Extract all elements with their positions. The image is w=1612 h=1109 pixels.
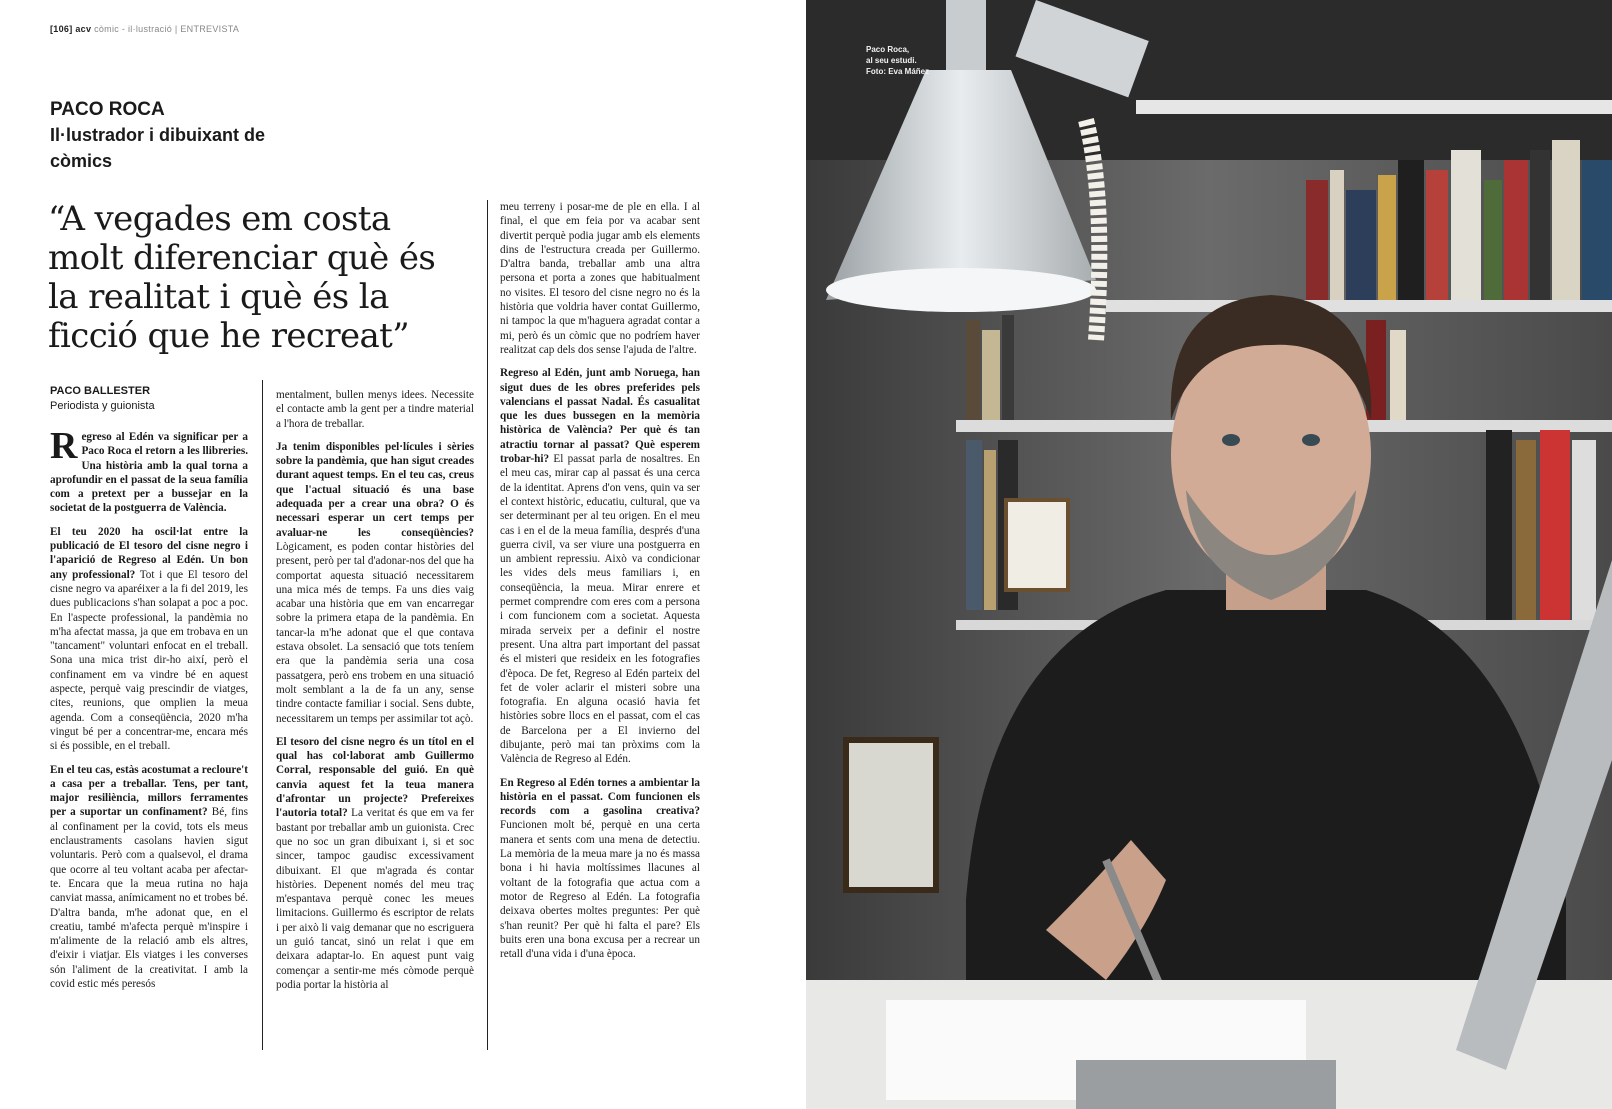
qa-1 (50, 525, 248, 754)
answer-4a: La veritat és que em va fer bastant por treballar amb un guionista. Crec que no soc un gran dibuixant i, si et soc sincer, tampoc gaudisc excessivament dibuixant. El que m'agrada és contar històries. Depenent només del meu traç m'espantava perquè conec les meues limitacions. Guillermo és escriptor de relats i per això li vaig demanar que no escriguera un guió tancat, sinó un relat i que em deixara adaptar-lo. En aquest punt vaig començar a sentir-me més còmode perquè podia portar la història al (276, 807, 474, 991)
byline (50, 384, 155, 414)
photo-caption (866, 44, 929, 77)
byline-role: Periodista y guionista (50, 400, 155, 412)
qa-2 (50, 763, 248, 992)
qa-4 (276, 735, 474, 992)
caption-line-3: Foto: Eva Máñez (866, 67, 930, 76)
intro-text: egreso al Edén va significar per a Paco Roca el retorn a les llibreries. Una història amb la qual torna a aprofundir en el passat de la seua família com a pretext per a bussejar en la societat de la postguerra de València. (50, 431, 248, 515)
answer-4-continued: meu terreny i posar-me de ple en ella. I al final, el que em feia por va acabar sent divertit perquè podia jugar amb els elements dins de l'estructura creada per Guillermo. D'altra banda, treballar amb una altra persona et porta a zones que habitualment no visites. El tesoro del cisne negro no és la història que voldria haver contat Guillermo, ni tampoc la que m'haguera agradat contar a mi, però és un còmic que no podríem haver realitzat cap dels dos sense l'ajuda de l'altre. (500, 201, 700, 356)
answer-2a: Bé, fins al confinament per la covid, tots els meus enclaustraments casolans havien sigut voluntaris. Però com a qualsevol, el drama que ocorre al teu voltant acaba per afectar-te. Encara que la meua rutina no haja canviat massa, anímicament no et trobes bé. D'altra banda, m'he adonat que, en el creatiu, també m'afecta perquè m'inspire i m'alimente de la relació amb els altres, d'eixir i viatjar. Els viatges i les converses són l'aliment de la creativitat. I amb la covid estic més peresós (50, 806, 249, 990)
drop-cap: R (50, 425, 78, 467)
section-label: còmic - il·lustració (94, 24, 173, 34)
qa-5 (500, 366, 700, 766)
qa-3 (276, 440, 474, 726)
question-3: Ja tenim disponibles pel·lícules i sèries sobre la pandèmia, que han sigut creades durant aquest temps. En el teu cas, creus que l'actual situació és una base adequada per a crear una obra? O és necessari esperar un cert temps per avaluar-ne les conseqüències? (276, 440, 474, 539)
question-2: En el teu cas, estàs acostumat a recloure't a casa per a treballar. Tens, per tant, major resiliència, millors ferramentes per a suportar un confinament? (50, 763, 248, 819)
answer-1: Tot i que El tesoro del cisne negro va aparéixer a la fi del 2019, les dues publicacions s'han solapat a poc a poc. En l'aspecte professional, la pandèmia no m'ha afectat massa, ja que em trobava en un "tancament" voluntari enfocat en el treball. Sona una mica trist dir-ho així, però el confinament em va vindre bé en aquest aspecte, perquè vaig prescindir de viatges, cites, reunions, que omplien la meua agenda. Com a conseqüència, 2020 m'ha vingut bé per a concentrar-me, encara més si és possible, en el treball. (50, 568, 248, 753)
answer-6: Funcionen molt bé, perquè en una certa manera et sents com una mena de detectiu. La memòria de la meua mare ja no és massa bona i hi havia moltíssimes llacunes al voltant de la fotografia que actua com a motor de Regreso al Edén. La fotografia deixava obertes moltes preguntes: Per què s'han reunit? Per què hi falta el pare? Els buits eren una bona excusa per a recrear un retall d'una vida i d'una època. (500, 819, 700, 961)
caption-line-1: Paco Roca, (866, 45, 910, 54)
headline-quote: “A vegades em costa molt diferenciar què és la realitat i què és la ficció que he recreat” (48, 199, 436, 356)
question-4: El tesoro del cisne negro és un títol en el qual has col·laborat amb Guillermo Corral, responsable del guió. En què canvia aquest fet la teua manera d'afrontar un projecte? Prefereixes l'autoria total? (276, 735, 474, 820)
question-5: Regreso al Edén, junt amb Noruega, han sigut dues de les obres preferides pels valencians el passat Nadal. És casualitat que les dues bussegen en la memòria històrica de València? Per què és tan atractiu tornar al passat? Què esperem trobar-hi? (500, 367, 700, 466)
column-rule-2 (487, 200, 488, 1050)
portrait-photo (806, 0, 1612, 1109)
intro-paragraph (50, 425, 248, 516)
question-1: El teu 2020 ha oscil·lat entre la publicació de El tesoro del cisne negro i l'aparició de Regreso al Edén. Un bon any professional? (50, 525, 248, 581)
page-number: [106] (50, 24, 73, 34)
answer-3: Lògicament, es poden contar històries del present, però per tal d'adonar-nos del que ha comportat aquesta situació necessitarem una mica més de temps. Fa uns dies vaig acabar una història que em van encarregar sobre la primera etapa de la pandèmia. En tancar-la m'he adonat que el que contava estava obsolet. La sensació que tots teníem era que la pandèmia seria una cosa passatgera, però ens trobem en una situació molt semblant a la de fa un any, sense tindre contacte familiar i social. Sens dubte, necessitarem un temps per assimilar tot açò. (276, 540, 474, 725)
magazine-brand: acv (75, 24, 92, 34)
qa-6 (500, 776, 700, 962)
photo-illustration (806, 0, 1612, 1109)
text-column-2 (276, 388, 474, 1001)
page-header (50, 24, 239, 34)
byline-name: PACO BALLESTER (50, 385, 151, 397)
header-separator: | (174, 24, 178, 34)
text-column-1 (50, 425, 249, 1000)
subject-role: Il·lustrador i dibuixant de còmics (50, 125, 266, 171)
caption-line-2: al seu estudi. (866, 56, 917, 65)
subject-name: PACO ROCA (50, 99, 165, 120)
answer-5: El passat parla de nosaltres. En el meu cas, mirar cap al passat és una cerca de la identitat. Aprens d'on vens, quin va ser el context històric, educatiu, cultural, que va ser determinant per al teu origen. En el meu cas i en el de la meua família, després d'una guerra civil, va ser viure una postguerra en un ambient repressiu. Això va condicionar les vides dels meus familiars i, en conseqüència, la meua. Mirar enrere et permet comprendre com eres com a persona i com funcionem com a societat. Aquesta mirada serveix per a definir el nostre present. Una altra part important del passat és el misteri que resideix en les fotografies d'època. De fet, Regreso al Edén parteix del fet de voler aclarir el misteri sobre una fotografia. En alguna ocasió havia fet històries sobre llocs en el passat, com el cas de Barcelona per a El invierno del dibujante, però mai tan pròxims com la València de Regreso al Edén. (500, 453, 700, 766)
answer-2-continued: mentalment, bullen menys idees. Necessite el contacte amb la gent per a tindre material a l'hora de treballar. (276, 389, 474, 430)
column-rule-1 (262, 380, 263, 1050)
category-label: ENTREVISTA (180, 24, 240, 34)
subject-block (50, 98, 270, 174)
question-6: En Regreso al Edén tornes a ambientar la història en el passat. Com funcionen els records com a gasolina creativa? (500, 776, 700, 818)
text-column-3 (500, 200, 700, 970)
